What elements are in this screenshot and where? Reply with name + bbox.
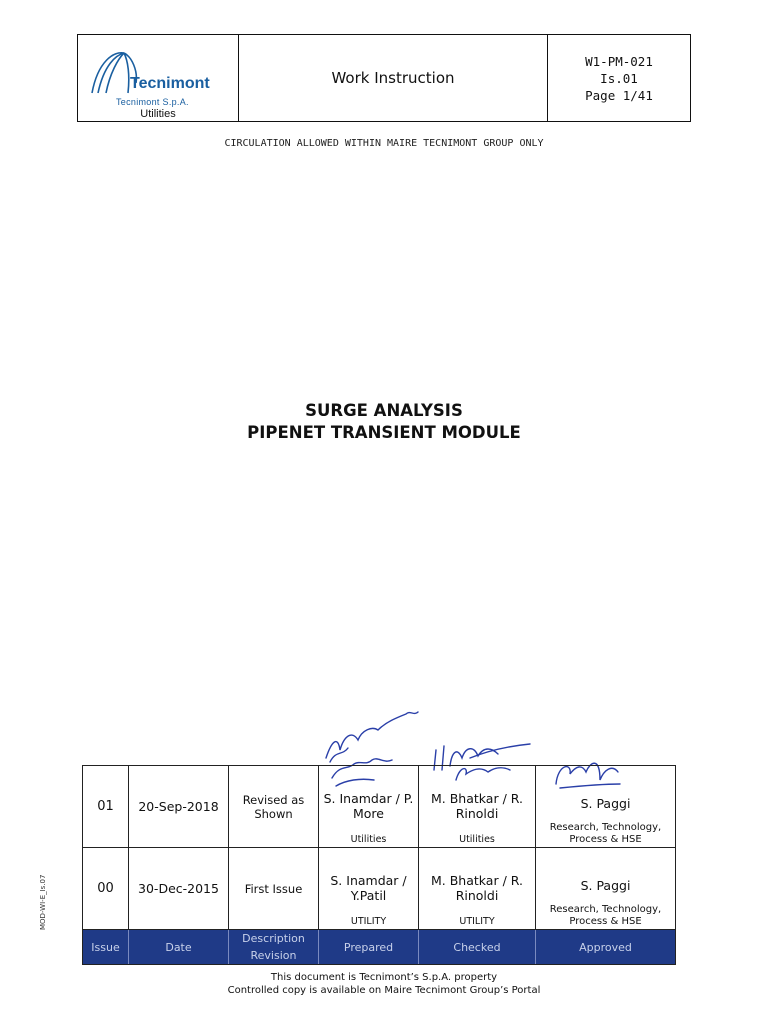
logo-cell: [78, 35, 239, 121]
footer-issue: Issue: [83, 930, 129, 964]
document-code: W1-PM-021: [585, 53, 653, 69]
document-type: Work Instruction: [239, 35, 548, 121]
company-name: Tecnimont S.p.A.: [116, 97, 189, 107]
approved-dept: Research, Technology, Process & HSE: [549, 822, 662, 845]
date-cell: 20-Sep-2018: [129, 766, 229, 847]
footer-date: Date: [129, 930, 229, 964]
page-number: Page 1/41: [585, 87, 653, 103]
logo-text: Tecnimont: [130, 75, 210, 92]
checked-dept: Utilities: [459, 834, 495, 845]
footer-prepared: Prepared: [319, 930, 419, 964]
issue-cell: 00: [83, 848, 129, 929]
document-title: [0, 400, 768, 444]
document-header: [77, 34, 691, 122]
description-cell: First Issue: [229, 848, 319, 929]
date-cell: 30-Dec-2015: [129, 848, 229, 929]
approved-dept: Research, Technology, Process & HSE: [549, 904, 662, 927]
checked-dept: UTILITY: [459, 916, 495, 927]
checked-cell: [419, 766, 536, 847]
table-row: [83, 766, 675, 848]
checked-names: M. Bhatkar / R. Rinoldi: [431, 791, 523, 821]
title-line-2: PIPENET TRANSIENT MODULE: [247, 423, 521, 442]
footer-approved: Approved: [579, 940, 632, 954]
prepared-cell: [319, 848, 419, 929]
form-code: MOD-WI-E_Is.07: [39, 874, 47, 930]
table-row: [83, 848, 675, 930]
checked-cell: [419, 848, 536, 929]
issue-cell: 01: [83, 766, 129, 847]
footer-description: Description Revision: [229, 930, 319, 964]
title-line-1: SURGE ANALYSIS: [305, 401, 463, 420]
approved-cell: [536, 766, 675, 847]
approved-name: S. Paggi: [580, 796, 631, 811]
description-cell: Revised as Shown: [229, 766, 319, 847]
approved-cell: [536, 848, 675, 929]
footer-note: [0, 972, 768, 997]
footer-checked: Checked: [419, 930, 536, 964]
footer-line-1: This document is Tecnimont’s S.p.A. property: [270, 972, 498, 983]
prepared-names: S. Inamdar / P. More: [323, 791, 414, 821]
department-label: Utilities: [140, 108, 176, 120]
prepared-names: S. Inamdar / Y.Patil: [330, 873, 407, 903]
table-footer: [83, 930, 675, 964]
issue-number: Is.01: [600, 70, 638, 86]
circulation-notice: CIRCULATION ALLOWED WITHIN MAIRE TECNIMONT GROUP ONLY: [224, 138, 544, 149]
checked-names: M. Bhatkar / R. Rinoldi: [431, 873, 523, 903]
revision-table: [82, 765, 676, 965]
footer-line-2: Controlled copy is available on Maire Tecnimont Group’s Portal: [227, 984, 541, 996]
approved-name: S. Paggi: [580, 878, 631, 893]
document-code-cell: [548, 35, 690, 121]
prepared-dept: Utilities: [350, 834, 387, 845]
prepared-dept: UTILITY: [350, 916, 387, 927]
prepared-cell: [319, 766, 419, 847]
